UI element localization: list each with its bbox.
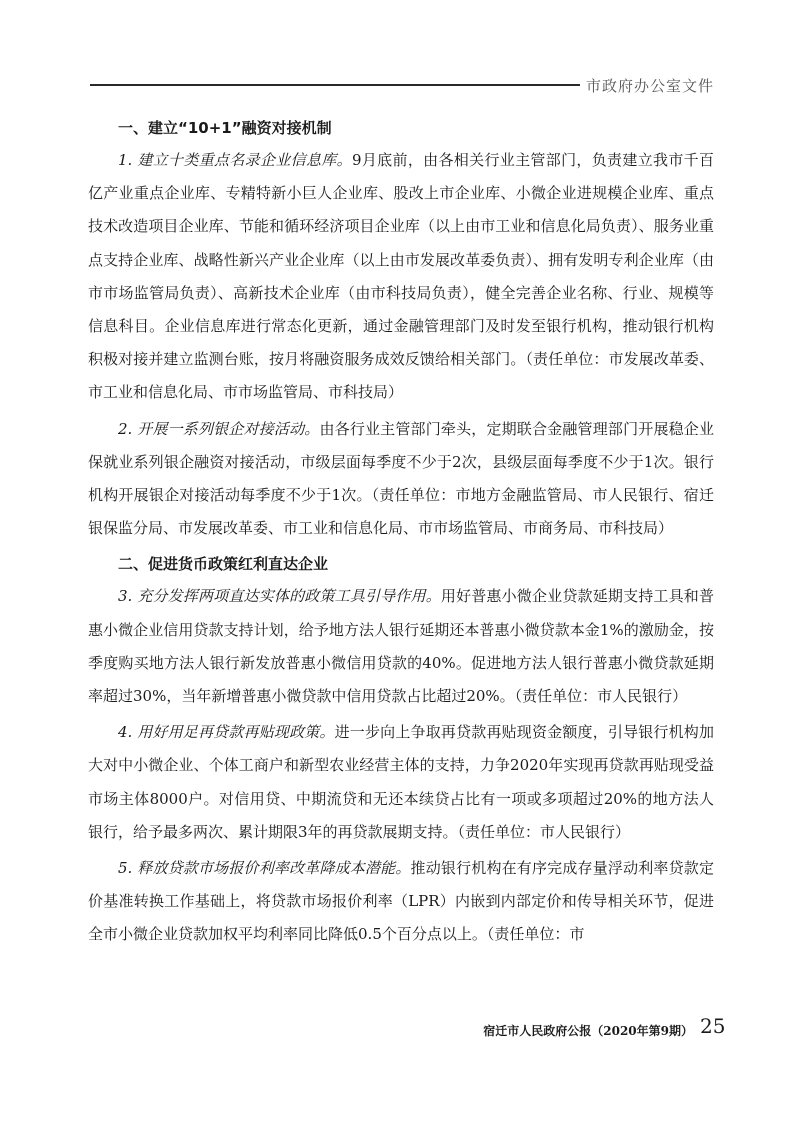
- item-lead: 2. 开展一系列银企对接活动。: [118, 419, 320, 438]
- footer-source: 宿迁市人民政府公报（2020年第9期）: [483, 1024, 693, 1038]
- item-lead: 5. 释放贷款市场报价利率改革降成本潜能。: [118, 859, 411, 878]
- document-body: [88, 112, 714, 955]
- section-heading: 一、建立“10+1”融资对接机制: [118, 119, 332, 137]
- item-body: 推动银行机构在有序完成存量浮动利率贷款定价基准转换工作基础上，将贷款市场报价利率（LPR）内嵌到内部定价和传导相关环节，促进全市小微企业贷款加权平均利率同比降低0.5个百分点以上。（责任单位：市: [88, 859, 714, 944]
- header-rule: [90, 84, 580, 86]
- paragraph: [88, 852, 714, 952]
- header-tag: 市政府办公室文件: [586, 77, 715, 95]
- paragraph: [88, 716, 714, 849]
- item-body: 进一步向上争取再贷款再贴现资金额度，引导银行机构加大对中小微企业、个体工商户和新型农业经营主体的支持，力争2020年实现再贷款再贴现受益市场主体8000户。对信用贷、中期流贷和无还本续贷占比有一项或多项超过20%的地方法人银行，给予最多两次、累计期限3年的再贷款展期支持。（责任单位：市人民银行）: [88, 723, 714, 841]
- item-body: 9月底前，由各相关行业主管部门，负责建立我市千百亿产业重点企业库、专精特新小巨人企业库、股改上市企业库、小微企业进规模企业库、重点技术改造项目企业库、节能和循环经济项目企业库（以上由市工业和信息化局负责）、服务业重点支持企业库、战略性新兴产业企业库（以上由市发展改革委负责）、拥有发明专利企业库（由市市场监管局负责）、高新技术企业库（由市科技局负责），健全完善企业名称、行业、规模等信息科目。企业信息库进行常态化更新，通过金融管理部门及时发至银行机构，推动银行机构积极对接并建立监测台账，按月将融资服务成效反馈给相关部门。（责任单位：市发展改革委、市工业和信息化局、市市场监管局、市科技局）: [88, 151, 714, 402]
- item-body: 用好普惠小微企业贷款延期支持工具和普惠小微企业信用贷款支持计划，给予地方法人银行延期还本普惠小微贷款本金1%的激励金，按季度购买地方法人银行新发放普惠小微信用贷款的40%。促进地方法人银行普惠小微贷款延期率超过30%，当年新增普惠小微贷款中信用贷款占比超过20%。（责任单位：市人民银行）: [88, 587, 714, 706]
- page-number: 25: [700, 1014, 726, 1038]
- item-body: 由各行业主管部门牵头，定期联合金融管理部门开展稳企业保就业系列银企融资对接活动，市级层面每季度不少于2次，县级层面每季度不少于1次。银行机构开展银企对接活动每季度不少于1次。（责任单位：市地方金融监管局、市人民银行、宿迁银保监分局、市发展改革委、市工业和信息化局、市市场监管局、市商务局、市科技局）: [88, 419, 714, 538]
- paragraph: [88, 580, 714, 713]
- section-heading: 二、促进货币政策红利直达企业: [118, 555, 329, 574]
- item-lead: 3. 充分发挥两项直达实体的政策工具引导作用。: [118, 587, 441, 606]
- paragraph: [88, 144, 714, 410]
- item-lead: 1. 建立十类重点名录企业信息库。: [118, 151, 352, 169]
- item-lead: 4. 用好用足再贷款再贴现政策。: [118, 723, 335, 742]
- paragraph: [88, 413, 714, 546]
